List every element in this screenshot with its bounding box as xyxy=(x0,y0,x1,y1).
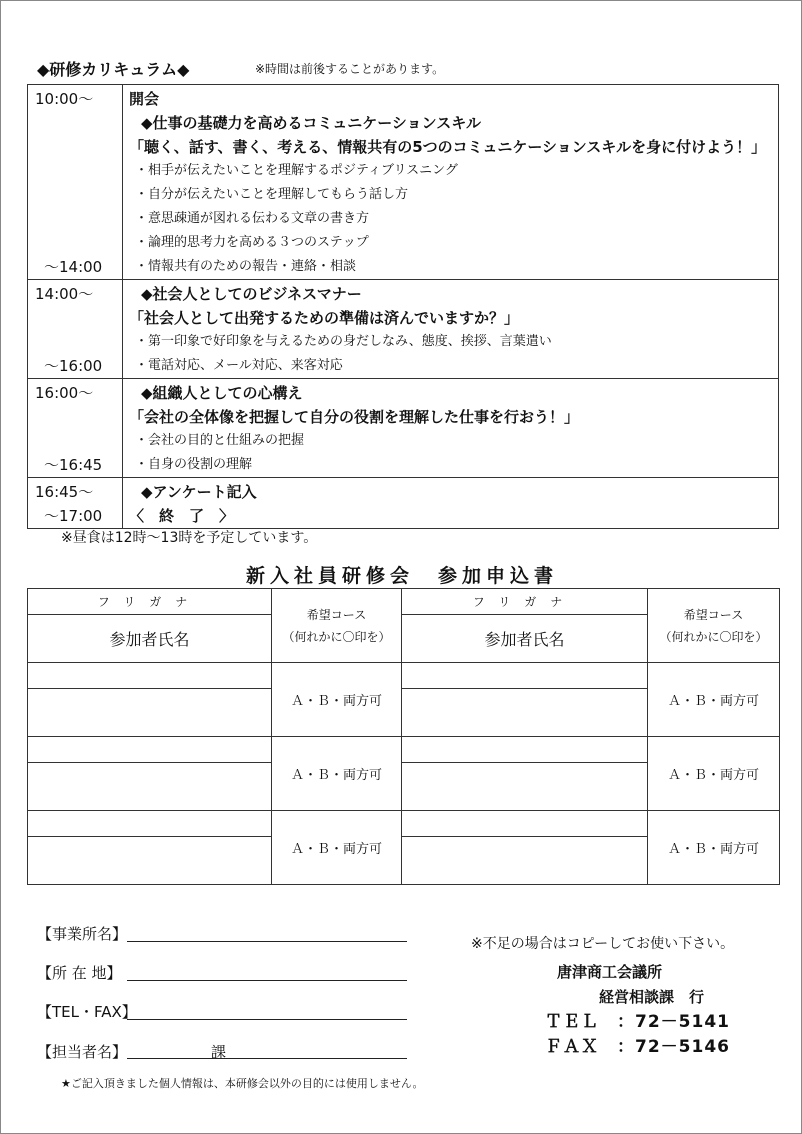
furigana-field[interactable] xyxy=(402,811,648,837)
session-item: ・自身の役割の理解 xyxy=(135,457,253,472)
section-name: 経営相談課 行 xyxy=(599,988,705,1006)
telfax-field[interactable] xyxy=(127,1019,407,1020)
course-header-label: 希望コース xyxy=(683,607,744,622)
organization-name: 唐津商工会議所 xyxy=(557,963,663,981)
application-table xyxy=(27,588,780,885)
session-item: ・電話対応、メール対応、来客対応 xyxy=(135,358,343,373)
session-time xyxy=(28,379,123,478)
session-start: 14:00～ xyxy=(35,285,94,303)
participant-name-header: 参加者氏名 xyxy=(402,615,648,663)
curriculum-header xyxy=(37,57,777,81)
session-item: ・会社の目的と仕組みの把握 xyxy=(135,433,305,448)
copy-note: ※不足の場合はコピーしてお使い下さい。 xyxy=(471,936,735,952)
session-theme: 「社会人として出発するための準備は済んでいますか？」 xyxy=(129,309,520,327)
course-choice[interactable]: Ａ・Ｂ・両方可 xyxy=(272,663,402,737)
session-row xyxy=(28,280,779,379)
session-item: ・意思疎通が図れる伝わる文章の書き方 xyxy=(135,211,370,226)
name-field[interactable] xyxy=(28,837,272,885)
person-field[interactable] xyxy=(127,1058,407,1059)
address-label: 【所 在 地】 xyxy=(37,964,122,982)
session-content xyxy=(123,379,779,478)
header-row xyxy=(28,589,780,615)
session-end: ～16:45 xyxy=(44,456,103,474)
furigana-field[interactable] xyxy=(28,811,272,837)
fax-number: ＦＡＸ ：72－5146 xyxy=(545,1037,730,1057)
course-choice[interactable]: Ａ・Ｂ・両方可 xyxy=(648,737,780,811)
privacy-note: ★ご記入頂きました個人情報は、本研修会以外の目的には使用しません。 xyxy=(61,1077,424,1090)
session-content xyxy=(123,280,779,379)
session-row xyxy=(28,379,779,478)
course-choice[interactable]: Ａ・Ｂ・両方可 xyxy=(648,811,780,885)
name-field[interactable] xyxy=(402,837,648,885)
course-choice[interactable]: Ａ・Ｂ・両方可 xyxy=(272,737,402,811)
furigana-field[interactable] xyxy=(402,663,648,689)
course-choice[interactable]: Ａ・Ｂ・両方可 xyxy=(272,811,402,885)
course-header xyxy=(272,589,402,663)
session-item: ・相手が伝えたいことを理解するポジティブリスニング xyxy=(135,163,458,178)
office-label: 【事業所名】 xyxy=(37,925,128,943)
session-end: ～17:00 xyxy=(44,507,103,525)
furigana-field[interactable] xyxy=(28,663,272,689)
session-item: ・自分が伝えたいことを理解してもらう話し方 xyxy=(135,187,409,202)
dept-suffix: 課 xyxy=(211,1043,227,1061)
name-field[interactable] xyxy=(402,689,648,737)
session-heading: ◆組織人としての心構え xyxy=(141,384,303,402)
session-opening: 開会 xyxy=(129,90,160,108)
session-closing: 〈 終 了 〉 xyxy=(129,507,235,525)
course-choice[interactable]: Ａ・Ｂ・両方可 xyxy=(648,663,780,737)
course-header-hint: （何れかに〇印を） xyxy=(659,629,768,644)
session-item: ・情報共有のための報告・連絡・相談 xyxy=(135,259,357,274)
course-header-label: 希望コース xyxy=(306,607,367,622)
curriculum-table xyxy=(27,84,779,529)
furigana-header: フリガナ xyxy=(28,589,272,615)
session-time xyxy=(28,280,123,379)
course-header-hint: （何れかに〇印を） xyxy=(282,629,391,644)
session-heading: ◆仕事の基礎力を高めるコミュニケーションスキル xyxy=(141,114,482,132)
lunch-note: ※昼食は12時～13時を予定しています。 xyxy=(61,530,318,546)
session-row xyxy=(28,85,779,280)
session-row xyxy=(28,478,779,529)
session-start: 10:00～ xyxy=(35,90,94,108)
session-content xyxy=(123,478,779,529)
session-end: ～14:00 xyxy=(44,258,103,276)
curriculum-title: ◆研修カリキュラム◆ xyxy=(37,60,190,79)
session-time xyxy=(28,85,123,280)
name-field[interactable] xyxy=(28,689,272,737)
furigana-field[interactable] xyxy=(28,737,272,763)
participant-row xyxy=(28,737,780,763)
time-note: ※時間は前後することがあります。 xyxy=(255,62,445,76)
telfax-label: 【TEL・FAX】 xyxy=(37,1003,137,1021)
session-start: 16:45～ xyxy=(35,483,94,501)
participant-row xyxy=(28,663,780,689)
furigana-field[interactable] xyxy=(402,737,648,763)
session-theme: 「聴く、話す、書く、考える、情報共有の5つのコミュニケーションスキルを身に付けよう！」 xyxy=(129,138,767,156)
session-start: 16:00～ xyxy=(35,384,94,402)
address-field[interactable] xyxy=(127,980,407,981)
furigana-header: フリガナ xyxy=(402,589,648,615)
participant-row xyxy=(28,811,780,837)
session-end: ～16:00 xyxy=(44,357,103,375)
session-time xyxy=(28,478,123,529)
session-content xyxy=(123,85,779,280)
name-field[interactable] xyxy=(402,763,648,811)
session-heading: ◆アンケート記入 xyxy=(141,483,257,501)
person-label: 【担当者名】 xyxy=(37,1043,128,1061)
tel-number: ＴＥＬ ：72－5141 xyxy=(545,1012,730,1032)
office-field[interactable] xyxy=(127,941,407,942)
session-heading: ◆社会人としてのビジネスマナー xyxy=(141,285,362,303)
participant-name-header: 参加者氏名 xyxy=(28,615,272,663)
course-header xyxy=(648,589,780,663)
session-theme: 「会社の全体像を把握して自分の役割を理解した仕事を行おう！」 xyxy=(129,408,580,426)
form-title: 新入社員研修会 参加申込書 xyxy=(245,565,558,587)
session-item: ・論理的思考力を高める３つのステップ xyxy=(135,235,369,250)
name-field[interactable] xyxy=(28,763,272,811)
session-item: ・第一印象で好印象を与えるための身だしなみ、態度、挨拶、言葉遣い xyxy=(135,334,552,349)
